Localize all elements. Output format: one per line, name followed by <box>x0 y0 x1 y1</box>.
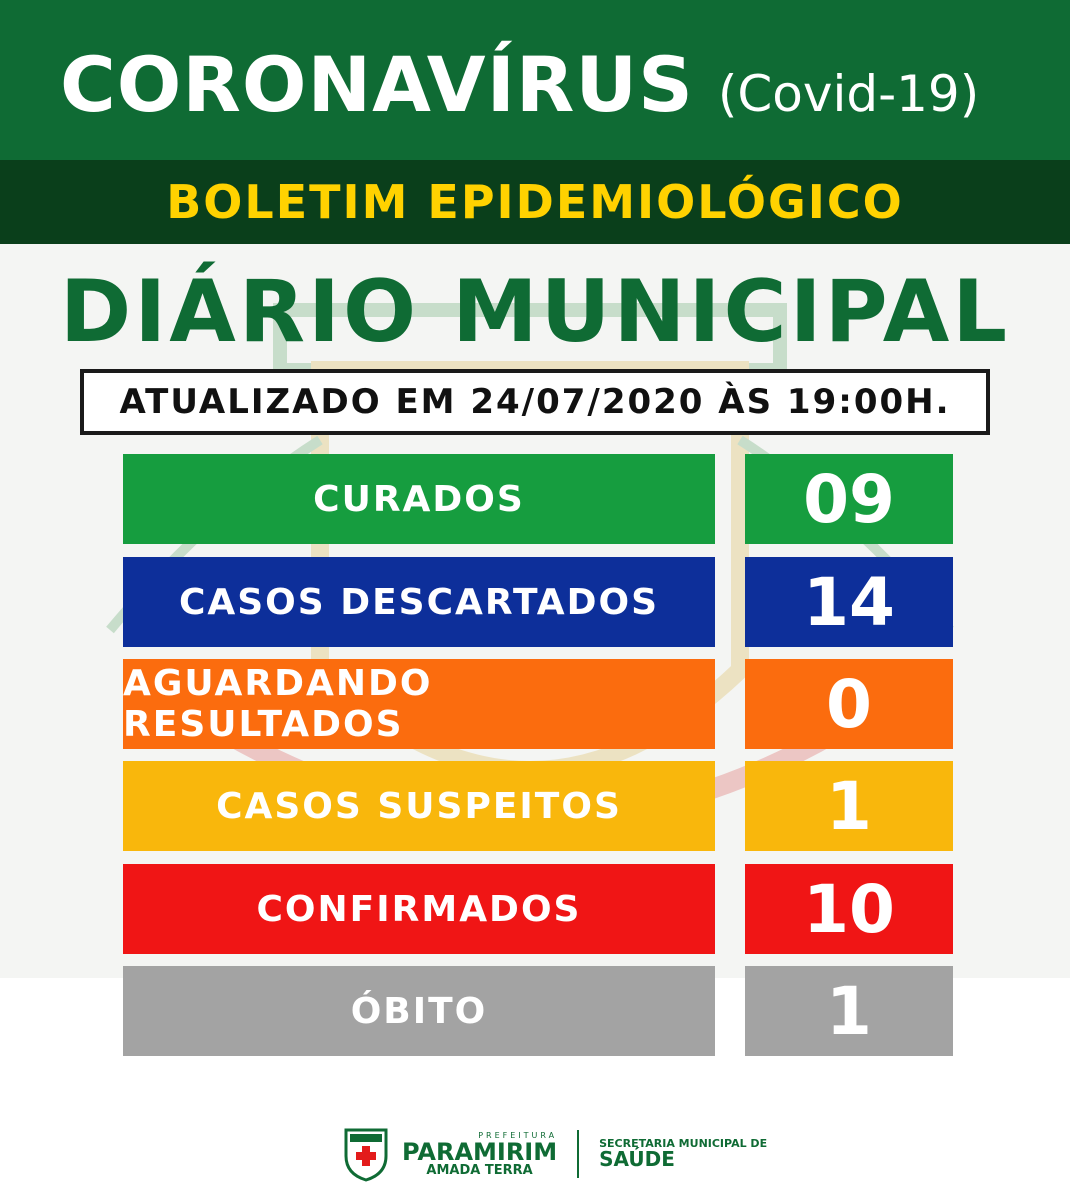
subtitle-band <box>0 160 1070 244</box>
title-main: CORONAVÍRUS <box>60 40 694 129</box>
stat-label-descartados: CASOS DESCARTADOS <box>123 557 715 647</box>
city-motto: AMADA TERRA <box>426 1162 533 1178</box>
stat-value-suspeitos: 1 <box>745 761 953 851</box>
update-timestamp-box <box>80 369 990 435</box>
city-logo-text <box>402 1132 557 1177</box>
subtitle: BOLETIM EPIDEMIOLÓGICO <box>166 175 904 229</box>
stat-value-curados: 09 <box>745 454 953 544</box>
prefeitura-label: PREFEITURA <box>478 1130 558 1140</box>
stat-value-aguardando: 0 <box>745 659 953 749</box>
stat-value-confirmados: 10 <box>745 864 953 954</box>
title-band <box>0 0 1070 160</box>
stat-value-obito: 1 <box>745 966 953 1056</box>
saude-label: SAÚDE <box>599 1147 675 1172</box>
stat-label-aguardando: AGUARDANDO RESULTADOS <box>123 659 715 749</box>
update-timestamp: ATUALIZADO EM 24/07/2020 ÀS 19:00H. <box>119 382 951 422</box>
city-shield-icon <box>340 1126 392 1182</box>
stat-label-suspeitos: CASOS SUSPEITOS <box>123 761 715 851</box>
secretaria-block <box>599 1138 767 1171</box>
stat-label-obito: ÓBITO <box>123 966 715 1056</box>
stat-label-confirmados: CONFIRMADOS <box>123 864 715 954</box>
title <box>60 40 979 130</box>
footer-logos <box>340 1126 767 1182</box>
stat-label-curados: CURADOS <box>123 454 715 544</box>
city-name: PARAMIRIM <box>402 1137 558 1166</box>
footer-divider <box>577 1130 579 1178</box>
title-suffix: (Covid-19) <box>717 65 980 123</box>
page-heading: DIÁRIO MUNICIPAL <box>59 262 1011 362</box>
stat-value-descartados: 14 <box>745 557 953 647</box>
secretaria-label: SECRETARIA MUNICIPAL DE <box>599 1136 768 1150</box>
